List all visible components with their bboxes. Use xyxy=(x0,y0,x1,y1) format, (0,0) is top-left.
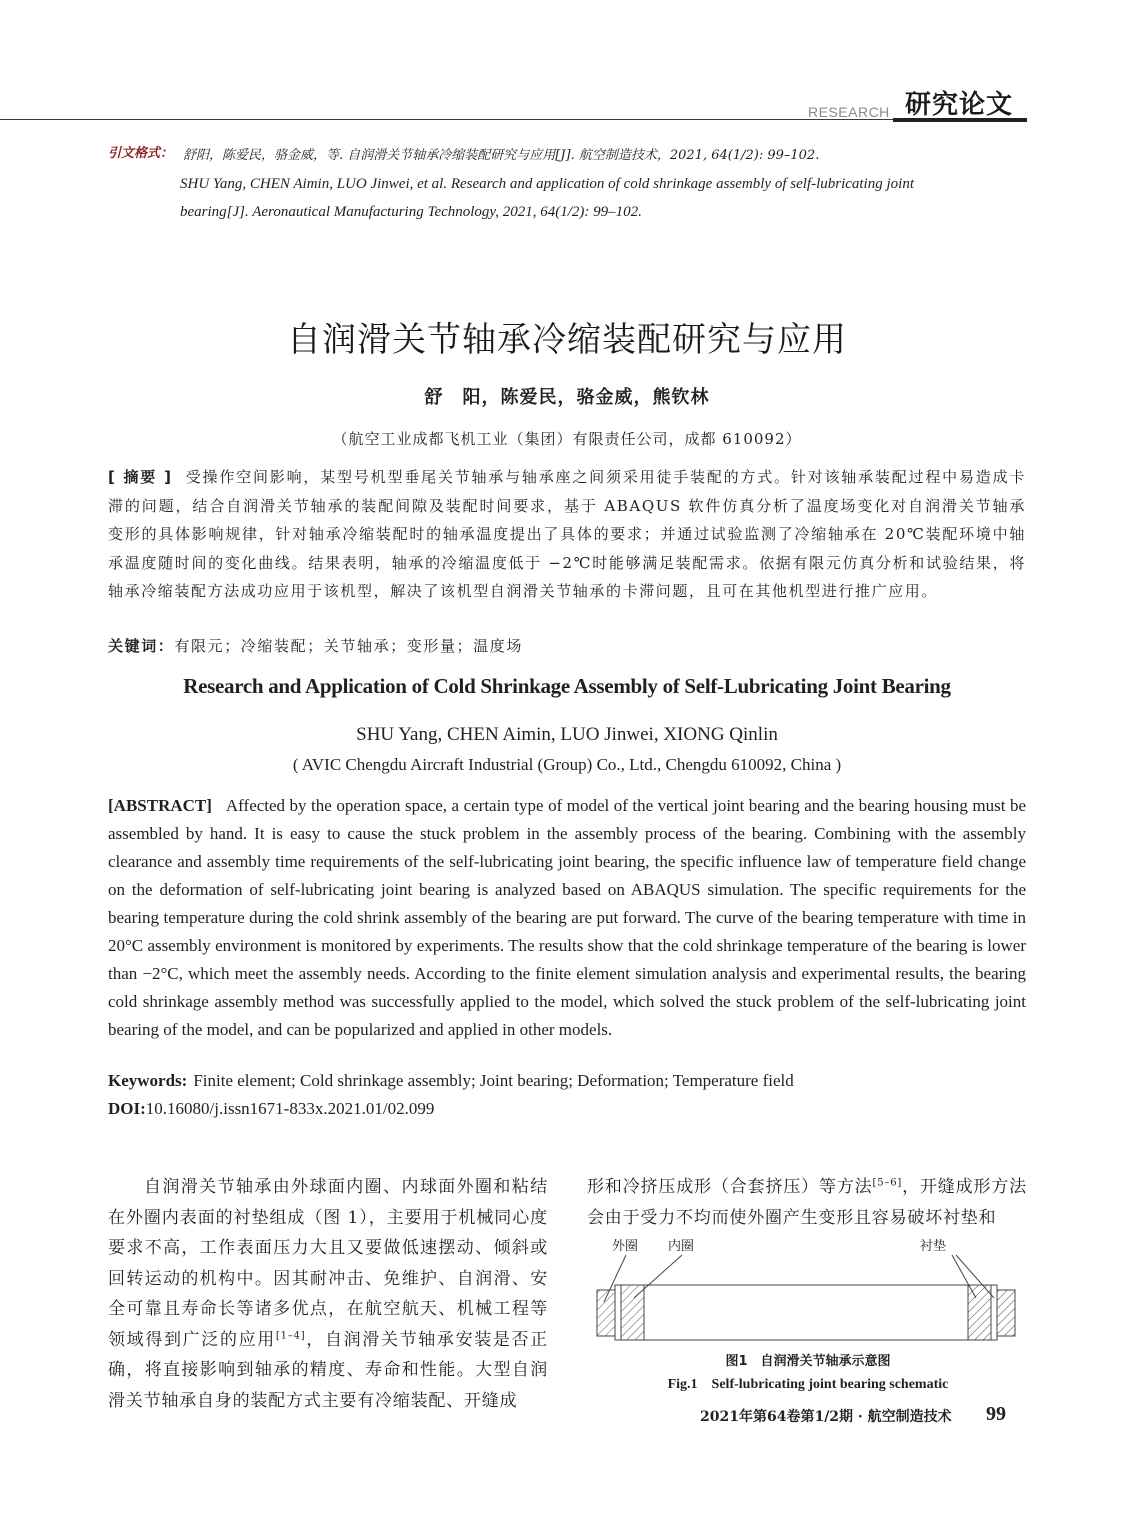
reference-marker[interactable]: [1–4] xyxy=(275,1329,306,1341)
abstract-en-text: Affected by the operation space, a certain type of model of the vertical joint bearing and the bearing housing must be assembled by hand. It is easy to cause the stuck problem in the assembly process of the bearing. Combining with the assembly clearance and assembly time requirements of the self-lubricating joint bearing, the specific influence law of temperature field change on the deformation of self-lubricating joint bearing is analyzed based on ABAQUS simulation. The specific requirements for the bearing temperature during the cold shrink assembly of the bearing are put forward. The curve of the bearing temperature with time in 20°C assembly environment is monitored by experiments. The results show that the cold shrinkage temperature of the bearing is lower than −2°C, which meet the assembly needs. According to the finite element simulation analysis and experimental results, the bearing cold shrinkage assembly method was successfully applied to the model, which solved the stuck problem of the self-lubricating joint bearing of the model, and can be popularized and applied in other models. xyxy=(108,796,1026,1039)
leader-inner xyxy=(634,1255,682,1298)
keywords-en-label: Keywords: xyxy=(108,1071,188,1090)
reference-marker[interactable]: [5–6] xyxy=(872,1177,903,1189)
keywords-zh-text: 有限元；冷缩装配；关节轴承；变形量；温度场 xyxy=(174,637,524,655)
keywords-zh xyxy=(108,632,1026,661)
header-rule xyxy=(0,119,893,120)
keywords-en-text: Finite element; Cold shrinkage assembly; Joint bearing; Deformation; Temperature field xyxy=(193,1071,794,1090)
inner-ring-left xyxy=(621,1285,644,1340)
section-label-zh: 研究论文 xyxy=(905,90,1014,120)
body-left-text-b: ，自润滑关节轴承安装是否正确，将直接影响到轴承的精度、寿命和性能。大型自润滑关节轴承自身的装配方式主要有冷缩装配、开缝成 xyxy=(108,1329,548,1411)
citation-label: 引文格式： xyxy=(108,146,174,161)
abstract-zh-label: [ 摘要 ] xyxy=(108,468,173,486)
doi-label: DOI: xyxy=(108,1099,146,1118)
figure-caption-en: Fig.1 Self-lubricating joint bearing schematic xyxy=(667,1377,949,1392)
inner-ring-right xyxy=(968,1285,991,1340)
liner-left xyxy=(615,1285,621,1340)
body-column-left xyxy=(108,1172,548,1416)
abstract-zh-text: 受操作空间影响，某型号机型垂尾关节轴承与轴承座之间须采用徒手装配的方式。针对该轴承装配过程中易造成卡滞的问题，结合自润滑关节轴承的装配间隙及装配时间要求，基于 ABAQUS 软件仿真分析了温度场变化对自润滑关节轴承变形的具体影响规律，针对轴承冷缩装配时的轴承温度提出了具体的要求；并通过试验监测了冷缩轴承在 20℃装配环境中轴承温度随时间的变化曲线。结果表明，轴承的冷缩温度低于 −2℃时能够满足装配需求。依据有限元仿真分析和试验结果，将轴承冷缩装配方法成功应用于该机型，解决了该机型自润滑关节轴承的卡滞问题，且可在其他机型进行推广应用。 xyxy=(108,468,1026,600)
abstract-en xyxy=(108,792,1026,1044)
footer-journal: 2021年第64卷第1/2期 · 航空制造技术 xyxy=(700,1409,952,1425)
paper-title-en: Research and Application of Cold Shrinkage Assembly of Self-Lubricating Joint Bearing xyxy=(183,674,951,698)
paper-title-zh: 自润滑关节轴承冷缩装配研究与应用 xyxy=(287,320,847,360)
label-liner: 衬垫 xyxy=(920,1239,947,1254)
label-outer-ring: 外圈 xyxy=(612,1239,639,1254)
figure-caption-zh: 图1 自润滑关节轴承示意图 xyxy=(725,1354,891,1369)
outer-ring-right xyxy=(997,1290,1015,1336)
affiliation-zh: （航空工业成都飞机工业（集团）有限责任公司，成都 610092） xyxy=(332,430,802,448)
citation-en-line2: bearing[J]. Aeronautical Manufacturing Technology, 2021, 64(1/2): 99–102. xyxy=(180,204,642,220)
body-right-text-b: ，开缝成形方法会由于受力不均而使外圈产生变形且容易破坏衬垫和 xyxy=(587,1177,1027,1228)
label-inner-ring: 内圈 xyxy=(668,1239,695,1254)
citation-zh: 舒阳，陈爱民，骆金威，等. 自润滑关节轴承冷缩装配研究与应用[J]. 航空制造技术，2021, 64(1/2): 99–102. xyxy=(183,148,820,163)
keywords-en xyxy=(108,1071,794,1091)
abstract-zh xyxy=(108,463,1026,606)
bearing-schematic-figure xyxy=(590,1232,1026,1350)
doi[interactable] xyxy=(108,1099,434,1119)
keywords-zh-label: 关键词： xyxy=(108,637,175,655)
liner-right xyxy=(991,1285,997,1340)
leader-liner-1 xyxy=(952,1255,976,1298)
authors-zh: 舒 阳，陈爱民，骆金威，熊钦林 xyxy=(424,387,710,408)
body-left-text-a: 自润滑关节轴承由外球面内圈、内球面外圈和粘结在外圈内表面的衬垫组成（图 1），主要用于机械同心度要求不高，工作表面压力大且又要做低速摆动、倾斜或回转运动的机构中。因其耐冲击、免维护、自润滑、安全可靠且寿命长等诸多优点，在航空航天、机械工程等领域得到广泛的应用 xyxy=(108,1177,548,1350)
body-column-right xyxy=(587,1172,1027,1233)
citation-en-line1: SHU Yang, CHEN Aimin, LUO Jinwei, et al. Research and application of cold shrinkage assembly of self-lubricating joint xyxy=(180,176,914,192)
authors-en: SHU Yang, CHEN Aimin, LUO Jinwei, XIONG Qinlin xyxy=(356,724,778,745)
section-label-en: RESEARCH xyxy=(808,104,890,120)
affiliation-en: ( AVIC Chengdu Aircraft Industrial (Group) Co., Ltd., Chengdu 610092, China ) xyxy=(292,755,842,774)
abstract-en-label: [ABSTRACT] xyxy=(108,796,212,815)
doi-value[interactable]: 10.16080/j.issn1671-833x.2021.01/02.099 xyxy=(145,1099,435,1118)
body-right-text-a: 形和冷挤压成形（合套挤压）等方法 xyxy=(587,1177,873,1197)
page-number: 99 xyxy=(986,1403,1006,1425)
